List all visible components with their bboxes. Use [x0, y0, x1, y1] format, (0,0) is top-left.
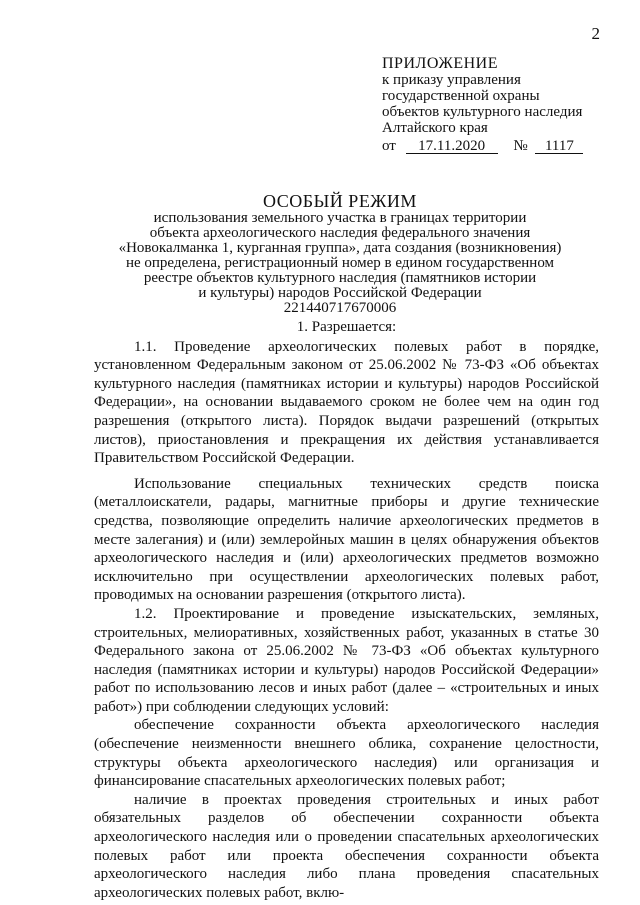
appendix-heading: ПРИЛОЖЕНИЕ: [382, 55, 499, 72]
appendix-block: [382, 56, 632, 154]
title-line: реестре объектов культурного наследия (памятников истории: [143, 270, 537, 286]
appendix-line: объектов культурного наследия: [382, 104, 583, 120]
section-heading: 1. Разрешается:: [296, 319, 397, 335]
title-line: объекта археологического наследия федерального значения: [149, 225, 531, 241]
document-title-block: [60, 191, 620, 316]
paragraph: 1.2. Проектирование и проведение изыскательских, земляных, строительных, мелиоративных, хозяйственных работ, указанных в статье 30 Федерального закона от 25.06.2002 № 73-ФЗ «Об объектах культурного наследия (памятниках истории и культуры) народов Российской Федерации» работ по использованию лесов и иных работ (далее – «строительных и иных работ») при соблюдении следующих условий:: [94, 605, 599, 715]
document-title: ОСОБЫЙ РЕЖИМ: [263, 191, 417, 211]
order-date: 17.11.2020: [406, 139, 498, 154]
page-number: 2: [591, 24, 600, 43]
order-date-number-line: [382, 138, 632, 154]
paragraph: обеспечение сохранности объекта археологического наследия (обеспечение неизменности внешнего облика, сохранение целостности, структуры объекта археологического наследия) или организация и финансирование спасательных археологических полевых работ;: [94, 717, 599, 790]
document-body: [94, 318, 599, 902]
title-line: «Новокалманка 1, курганная группа», дата создания (возникновения): [118, 240, 562, 256]
title-line: использования земельного участка в границах территории: [153, 210, 527, 226]
from-label: от: [382, 138, 396, 154]
appendix-line: Алтайского края: [382, 120, 488, 136]
appendix-line: к приказу управления: [382, 72, 521, 88]
paragraph: 1.1. Проведение археологических полевых работ в порядке, установленном Федеральным законом от 25.06.2002 № 73-ФЗ «Об объектах культурного наследия (памятниках истории и культуры) народов Российской Федерации», на основании выдаваемого сроком не более чем на один год разрешения (открытого листа). Порядок выдачи разрешений (открытых листов), приостановления и прекращения их действия устанавливается Правительством Российской Федерации.: [94, 338, 599, 467]
title-line: не определена, регистрационный номер в едином государственном: [125, 255, 555, 271]
appendix-line: государственной охраны: [382, 88, 540, 104]
paragraph: наличие в проектах проведения строительных и иных работ обязательных разделов об обеспечении сохранности объекта археологического наследия или о проведении спасательных археологических полевых работ или проекта обеспечения сохранности объекта археологического наследия либо плана проведения спасательных археологических полевых работ, вклю-: [94, 791, 599, 901]
registration-number: 221440717670006: [283, 300, 397, 316]
number-sign: №: [513, 138, 528, 154]
order-number: 1117: [535, 139, 583, 154]
paragraph: Использование специальных технических средств поиска (металлоискатели, радары, магнитные приборы и другие технические средства, позволяющие определить наличие археологических предметов в месте залегания) и (или) землеройных машин в целях обнаружения объектов археологического наследия и (или) археологических предметов возможно исключительно при осуществлении археологических полевых работ, проводимых на основании разрешения (открытого листа).: [94, 475, 599, 604]
title-line: и культуры) народов Российской Федерации: [198, 285, 482, 301]
